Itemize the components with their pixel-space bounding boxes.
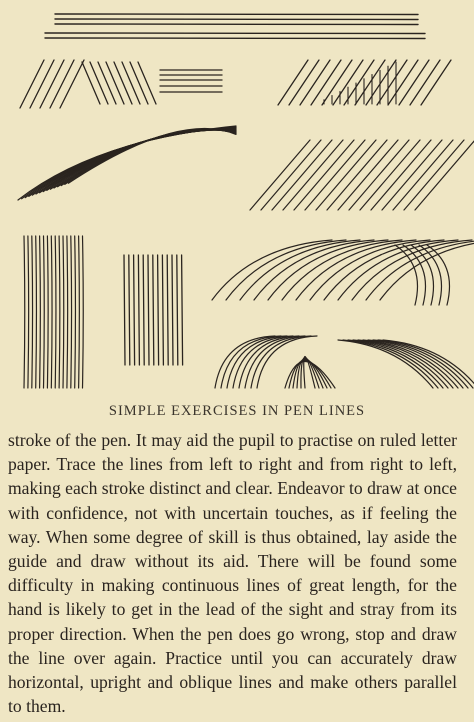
curved-stroke	[305, 140, 365, 210]
oblique-stroke	[40, 60, 64, 108]
vertical-stroke	[36, 236, 37, 388]
curved-stroke	[283, 140, 343, 210]
horizontal-stroke	[55, 14, 418, 15]
vertical-stroke	[138, 255, 139, 365]
curved-stroke	[371, 140, 431, 210]
vertical-stroke	[71, 236, 72, 388]
curved-stroke	[327, 140, 387, 210]
oblique-stroke	[130, 62, 148, 104]
curved-stroke	[349, 140, 409, 210]
vertical-stroke	[129, 255, 130, 365]
vertical-stroke	[59, 236, 60, 388]
vertical-stroke	[162, 255, 163, 365]
curved-stroke	[393, 140, 453, 210]
curved-stroke	[360, 140, 420, 210]
vertical-stroke	[55, 236, 56, 388]
vertical-stroke	[83, 236, 84, 388]
curved-stroke	[316, 140, 376, 210]
vertical-stroke	[158, 255, 159, 365]
body-paragraph: stroke of the pen. It may aid the pupil to practise on ruled letter paper. Trace the lines from left to right and from right to left, making each stroke distinct and clear. Endeavor to draw at once with confidence, not with uncertain touches, as if feeling the way. When some degree of skill is thus obtained, lay aside the guide and draw without its aid. There will be found some difficulty in making continuous lines of great length, for the hand is likely to get in the lead of the sight and stray from its proper direction. When the pen does go wrong, stop and draw the line over again. Practice until you can accurately draw horizontal, upright and oblique lines and make others parallel to them.	[8, 430, 457, 717]
oblique-stroke	[90, 62, 108, 104]
vertical-stroke	[67, 236, 68, 388]
oblique-stroke	[122, 62, 140, 104]
oblique-stroke	[106, 62, 124, 104]
curved-stroke	[61, 129, 236, 185]
curved-stroke	[382, 140, 442, 210]
curved-stroke	[294, 140, 354, 210]
vertical-stroke	[153, 255, 154, 365]
vertical-stroke	[172, 255, 173, 365]
oblique-stroke	[50, 60, 74, 108]
oblique-stroke	[60, 60, 84, 108]
vertical-stroke	[143, 255, 144, 365]
horizontal-stroke	[55, 19, 418, 20]
oblique-stroke	[30, 60, 54, 108]
horizontal-stroke	[45, 33, 425, 34]
horizontal-stroke	[45, 38, 425, 39]
oblique-stroke	[114, 62, 132, 104]
vertical-stroke	[134, 255, 135, 365]
vertical-stroke	[47, 236, 48, 388]
arc-stroke	[380, 240, 474, 300]
curved-stroke	[54, 130, 236, 188]
vertical-stroke	[148, 255, 149, 365]
oblique-stroke	[98, 62, 116, 104]
curved-stroke	[404, 140, 464, 210]
curved-stroke	[65, 129, 236, 184]
curved-stroke	[261, 140, 321, 210]
vertical-stroke	[51, 236, 52, 388]
vertical-stroke	[167, 255, 168, 365]
curved-stroke	[50, 130, 236, 189]
curved-stroke	[43, 130, 236, 192]
curved-stroke	[58, 130, 236, 187]
curved-stroke	[68, 129, 236, 184]
oblique-stroke	[138, 62, 156, 104]
vertical-stroke	[79, 236, 80, 388]
curved-stroke	[47, 130, 236, 190]
oblique-stroke	[20, 60, 44, 108]
curved-stroke	[250, 140, 310, 210]
horizontal-stroke	[55, 24, 418, 25]
vertical-stroke	[44, 236, 45, 388]
oblique-stroke	[82, 62, 100, 104]
curved-stroke	[272, 140, 332, 210]
vertical-stroke	[124, 255, 125, 365]
figure-caption: SIMPLE EXERCISES IN PEN LINES	[108, 403, 366, 419]
curved-stroke	[32, 128, 236, 195]
vertical-stroke	[28, 236, 29, 388]
curved-stroke	[25, 127, 236, 197]
curved-stroke	[29, 128, 236, 197]
vertical-stroke	[40, 236, 41, 388]
vertical-stroke	[63, 236, 64, 388]
curved-stroke	[338, 140, 398, 210]
vertical-stroke	[32, 236, 33, 388]
vertical-stroke	[24, 236, 25, 388]
vertical-stroke	[182, 255, 183, 365]
vertical-stroke	[177, 255, 178, 365]
vertical-stroke	[75, 236, 76, 388]
